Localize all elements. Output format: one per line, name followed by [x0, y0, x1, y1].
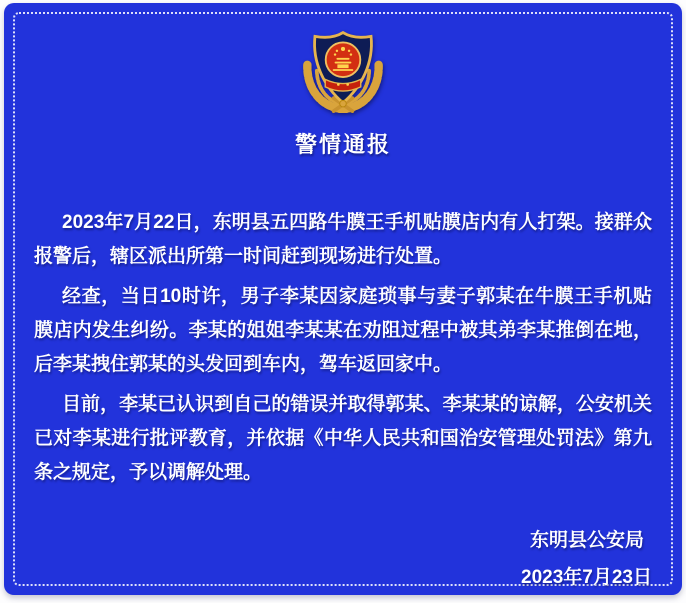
notice-paragraph-2: 经查，当日10时许，男子李某因家庭琐事与妻子郭某在牛膜王手机贴膜店内发生纠纷。李某的姐姐李某某在劝阻过程中被其弟李某推倒在地，后李某拽住郭某的头发回到车内，驾车返回家中。 [34, 286, 652, 375]
issue-date: 2023年7月23日 [521, 567, 652, 588]
issuing-authority: 东明县公安局 [529, 530, 644, 551]
notice-paragraph-1: 2023年7月22日，东明县五四路牛膜王手机贴膜店内有人打架。接群众报警后，辖区派出所第一时间赶到现场进行处置。 [34, 212, 652, 267]
notice-paragraph-3: 目前，李某已认识到自己的错误并取得郭某、李某某的谅解，公安机关已对李某进行批评教育，并依据《中华人民共和国治安管理处罚法》第九条之规定，予以调解处理。 [34, 394, 652, 483]
signature-block [34, 522, 652, 596]
police-badge-icon [295, 27, 391, 113]
police-notice-poster [4, 3, 682, 595]
notice-title: 警情通报 [294, 132, 391, 157]
poster-content [4, 3, 682, 595]
notice-body [34, 206, 652, 490]
badge-container [34, 27, 652, 113]
